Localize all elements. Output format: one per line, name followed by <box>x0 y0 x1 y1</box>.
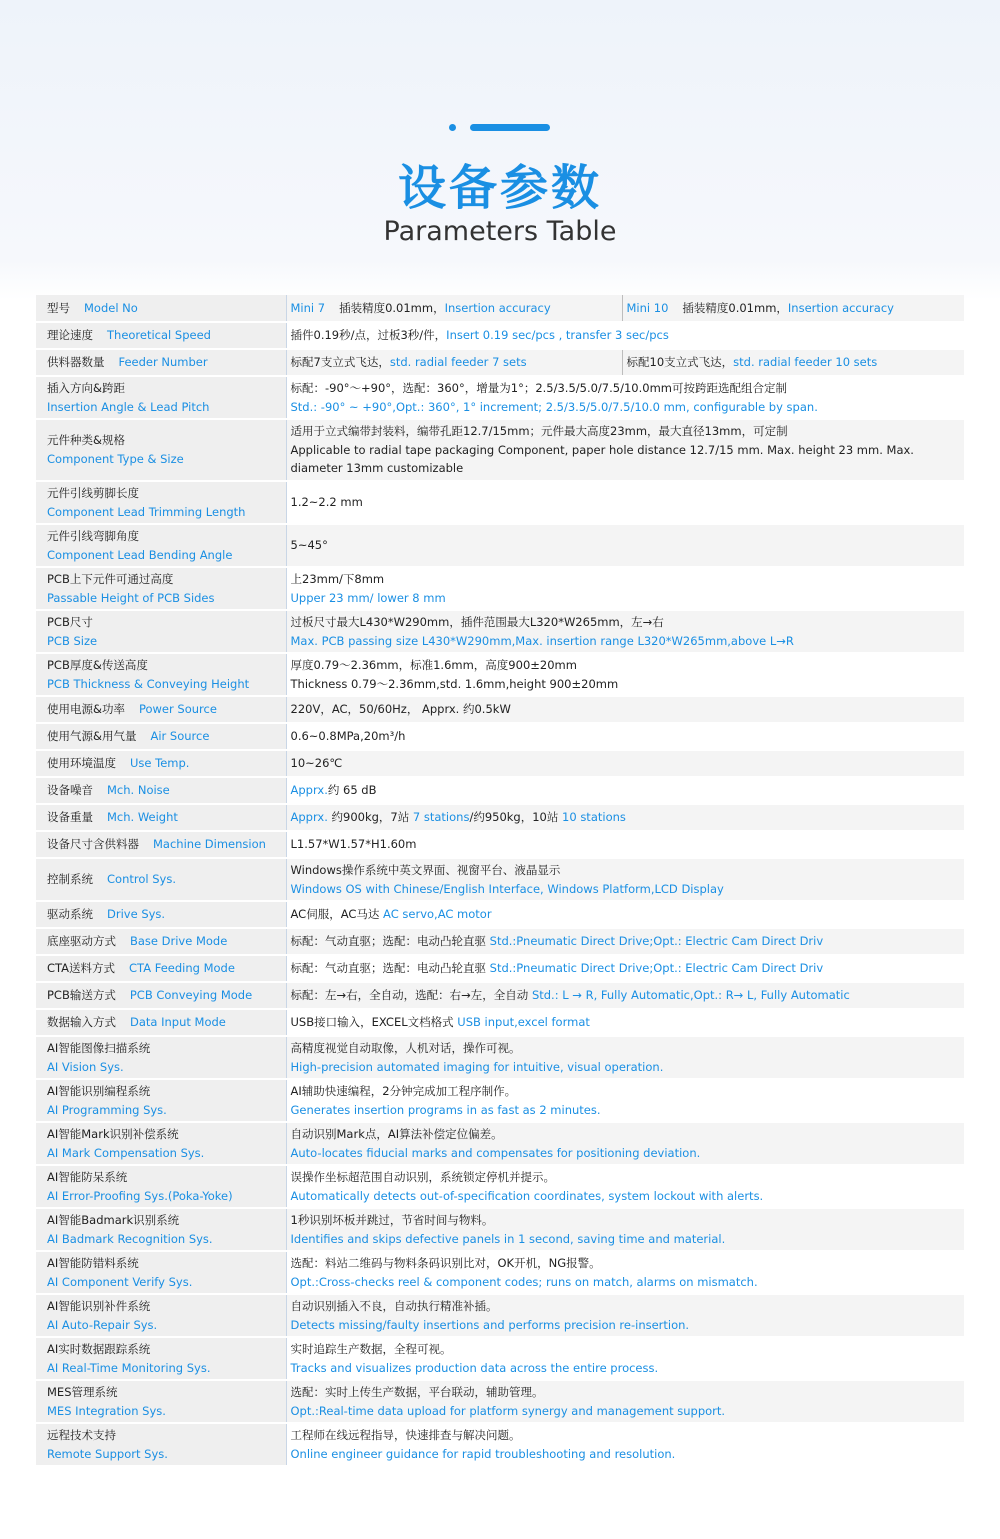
param-value: Apprx. 约900kg，7站 7 stations/约950kg，10站 10 stations <box>286 804 964 831</box>
table-row <box>36 1036 964 1079</box>
param-label: 控制系统 Control Sys. <box>36 858 286 901</box>
param-value: 适用于立式编带封装料，编带孔距12.7/15mm；元件最大高度23mm，最大直径13mm，可定制 Applicable to radial tape packaging Component, paper hole distance 12.7/15 mm. Max. height 23 mm. Max. diameter 13mm customizable <box>286 419 964 481</box>
table-row <box>36 610 964 653</box>
param-value: 5~45° <box>286 524 964 567</box>
param-value: 自动识别插入不良，自动执行精准补插。 Detects missing/faulty insertions and performs precision re-insertion. <box>286 1294 964 1337</box>
table-row <box>36 653 964 696</box>
param-value: 选配：料站二维码与物料条码识别比对，OK开机，NG报警。 Opt.:Cross-checks reel & component codes; runs on match, alarms on mismatch. <box>286 1251 964 1294</box>
table-row <box>36 831 964 858</box>
table-row <box>36 295 964 322</box>
table-row <box>36 1009 964 1036</box>
param-value: 选配：实时上传生产数据，平台联动，辅助管理。 Opt.:Real-time data upload for platform synergy and management support. <box>286 1380 964 1423</box>
table-row <box>36 1251 964 1294</box>
page-title-en: Parameters Table <box>383 216 617 247</box>
param-value: 插件0.19秒/点，过板3秒/件，Insert 0.19 sec/pcs , transfer 3 sec/pcs <box>286 322 964 349</box>
decorative-dot <box>449 124 456 131</box>
param-label: 使用环境温度 Use Temp. <box>36 750 286 777</box>
param-label: 理论速度 Theoretical Speed <box>36 322 286 349</box>
param-label: AI实时数据跟踪系统 AI Real-Time Monitoring Sys. <box>36 1337 286 1380</box>
page-title-cn: 设备参数 <box>397 160 602 216</box>
table-row <box>36 1079 964 1122</box>
table-row <box>36 750 964 777</box>
table-row <box>36 858 964 901</box>
decorative-bar <box>470 124 550 131</box>
table-row <box>36 1294 964 1337</box>
param-value: 过板尺寸最大L430*W290mm，插件范围最大L320*W265mm，左→右 Max. PCB passing size L430*W290mm,Max. insertion range L320*W265mm,above L→R <box>286 610 964 653</box>
param-value: AI辅助快速编程，2分钟完成加工程序制作。 Generates insertion programs in as fast as 2 minutes. <box>286 1079 964 1122</box>
table-row <box>36 901 964 928</box>
param-label: 驱动系统 Drive Sys. <box>36 901 286 928</box>
table-row <box>36 696 964 723</box>
param-value: 上23mm/下8mm Upper 23 mm/ lower 8 mm <box>286 567 964 610</box>
param-value: 标配7支立式飞达，std. radial feeder 7 sets <box>286 349 622 376</box>
param-label: 供料器数量 Feeder Number <box>36 349 286 376</box>
table-row <box>36 928 964 955</box>
param-value: Mini 7 插装精度0.01mm，Insertion accuracy <box>286 295 622 322</box>
table-row <box>36 1165 964 1208</box>
param-label: 元件引线剪脚长度 Component Lead Trimming Length <box>36 481 286 524</box>
param-value: 1秒识别坏板并跳过，节省时间与物料。 Identifies and skips defective panels in 1 second, saving time and material. <box>286 1208 964 1251</box>
param-label: 元件引线弯脚角度 Component Lead Bending Angle <box>36 524 286 567</box>
param-label: PCB上下元件可通过高度 Passable Height of PCB Sides <box>36 567 286 610</box>
param-value: 标配：气动直驱；选配：电动凸轮直驱 Std.:Pneumatic Direct Drive;Opt.: Electric Cam Direct Driv <box>286 928 964 955</box>
param-label: 设备尺寸含供料器 Machine Dimension <box>36 831 286 858</box>
param-label: 插入方向&跨距 Insertion Angle & Lead Pitch <box>36 376 286 419</box>
param-label: 型号 Model No <box>36 295 286 322</box>
param-value: 标配：左→右，全自动，选配：右→左，全自动 Std.: L → R, Fully Automatic,Opt.: R→ L, Fully Automatic <box>286 982 964 1009</box>
param-label: AI智能识别编程系统 AI Programming Sys. <box>36 1079 286 1122</box>
param-value: Windows操作系统中英文界面、视窗平台、液晶显示 Windows OS with Chinese/English Interface, Windows Platform,LCD Display <box>286 858 964 901</box>
param-label: PCB尺寸 PCB Size <box>36 610 286 653</box>
param-value: USB接口输入，EXCEL文档格式 USB input,excel format <box>286 1009 964 1036</box>
param-label: 使用气源&用气量 Air Source <box>36 723 286 750</box>
table-row <box>36 1380 964 1423</box>
table-row <box>36 723 964 750</box>
param-label: MES管理系统 MES Integration Sys. <box>36 1380 286 1423</box>
param-label: CTA送料方式 CTA Feeding Mode <box>36 955 286 982</box>
table-row <box>36 804 964 831</box>
param-label: 底座驱动方式 Base Drive Mode <box>36 928 286 955</box>
param-label: AI智能Mark识别补偿系统 AI Mark Compensation Sys. <box>36 1122 286 1165</box>
param-value: 标配：-90°～+90°，选配：360°，增量为1°；2.5/3.5/5.0/7.5/10.0mm可按跨距选配组合定制 Std.: -90° ~ +90°,Opt.: 360°, 1° increment; 2.5/3.5/5.0/7.5/10.0 mm, configurable by span. <box>286 376 964 419</box>
param-value: 厚度0.79～2.36mm，标准1.6mm，高度900±20mm Thickness 0.79～2.36mm,std. 1.6mm,height 900±20mm <box>286 653 964 696</box>
param-label: AI智能防错料系统 AI Component Verify Sys. <box>36 1251 286 1294</box>
param-label: PCB输送方式 PCB Conveying Mode <box>36 982 286 1009</box>
param-value: 标配：气动直驱；选配：电动凸轮直驱 Std.:Pneumatic Direct Drive;Opt.: Electric Cam Direct Driv <box>286 955 964 982</box>
param-value-alt: Mini 10 插装精度0.01mm，Insertion accuracy <box>622 295 964 322</box>
param-value: 220V，AC，50/60Hz， Apprx. 约0.5kW <box>286 696 964 723</box>
table-row <box>36 777 964 804</box>
table-row <box>36 955 964 982</box>
table-row <box>36 481 964 524</box>
param-value: 工程师在线远程指导，快速排查与解决问题。 Online engineer guidance for rapid troubleshooting and resolution. <box>286 1423 964 1466</box>
table-row <box>36 322 964 349</box>
table-row <box>36 1337 964 1380</box>
param-value: 实时追踪生产数据，全程可视。 Tracks and visualizes production data across the entire process. <box>286 1337 964 1380</box>
param-label: 数据输入方式 Data Input Mode <box>36 1009 286 1036</box>
param-value: Apprx.约 65 dB <box>286 777 964 804</box>
param-label: 元件种类&规格 Component Type & Size <box>36 419 286 481</box>
param-label: AI智能图像扫描系统 AI Vision Sys. <box>36 1036 286 1079</box>
table-row <box>36 1423 964 1466</box>
param-value: 1.2~2.2 mm <box>286 481 964 524</box>
table-row <box>36 1122 964 1165</box>
param-label: AI智能识别补件系统 AI Auto-Repair Sys. <box>36 1294 286 1337</box>
param-label: 设备噪音 Mch. Noise <box>36 777 286 804</box>
param-value: AC伺服，AC马达 AC servo,AC motor <box>286 901 964 928</box>
table-row <box>36 982 964 1009</box>
param-label: 使用电源&功率 Power Source <box>36 696 286 723</box>
table-row <box>36 524 964 567</box>
param-label: 远程技术支持 Remote Support Sys. <box>36 1423 286 1466</box>
param-value-alt: 标配10支立式飞达，std. radial feeder 10 sets <box>622 349 964 376</box>
param-label: AI智能防呆系统 AI Error-Proofing Sys.(Poka-Yoke) <box>36 1165 286 1208</box>
table-row <box>36 1208 964 1251</box>
table-row <box>36 349 964 376</box>
param-label: PCB厚度&传送高度 PCB Thickness & Conveying Height <box>36 653 286 696</box>
param-value: 高精度视觉自动取像，人机对话，操作可视。 High-precision automated imaging for intuitive, visual operation. <box>286 1036 964 1079</box>
param-value: 10~26℃ <box>286 750 964 777</box>
param-label: AI智能Badmark识别系统 AI Badmark Recognition Sys. <box>36 1208 286 1251</box>
param-value: 误操作坐标超范围自动识别，系统锁定停机并提示。 Automatically detects out-of-specification coordinates, system lockout with alerts. <box>286 1165 964 1208</box>
param-label: 设备重量 Mch. Weight <box>36 804 286 831</box>
table-row <box>36 419 964 481</box>
param-value: 自动识别Mark点，AI算法补偿定位偏差。 Auto-locates fiducial marks and compensates for positioning deviation. <box>286 1122 964 1165</box>
param-value: 0.6~0.8MPa,20m³/h <box>286 723 964 750</box>
table-row <box>36 567 964 610</box>
parameters-table <box>36 295 964 1467</box>
param-value: L1.57*W1.57*H1.60m <box>286 831 964 858</box>
table-row <box>36 376 964 419</box>
